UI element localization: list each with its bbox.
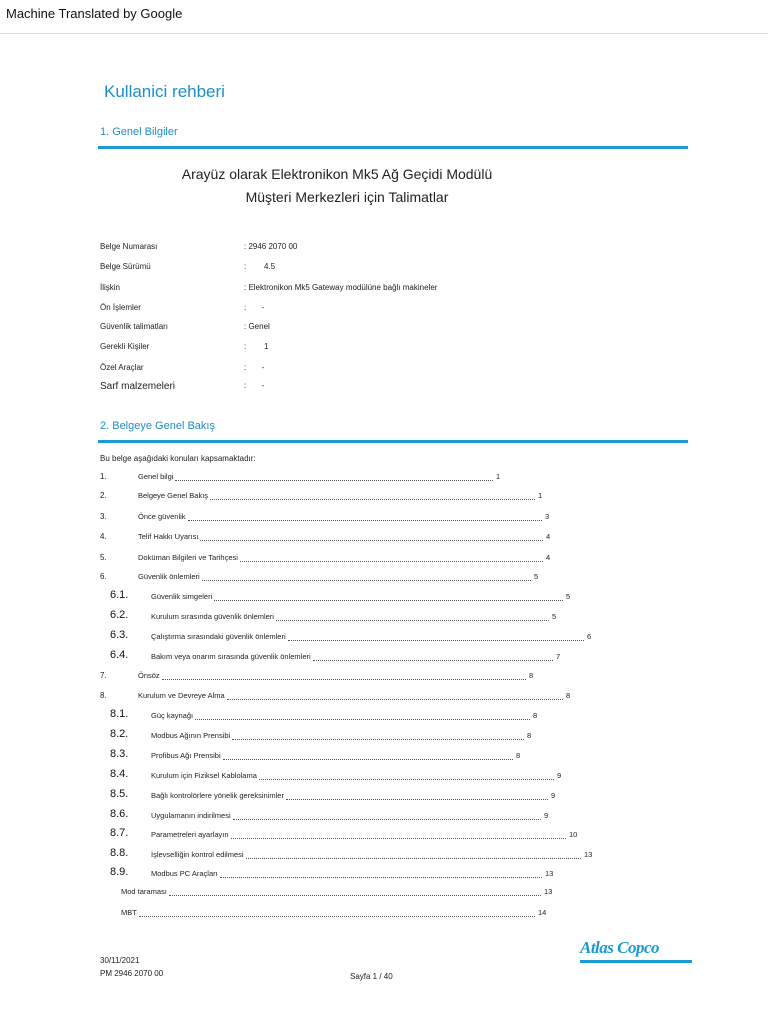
toc-page-number: 10 xyxy=(569,830,578,839)
toc-leader xyxy=(233,819,541,820)
meta-value: : Genel xyxy=(244,322,270,331)
meta-label: Belge Numarası xyxy=(100,242,158,251)
toc-page-number: 5 xyxy=(566,592,571,601)
toc-leader xyxy=(175,480,493,481)
toc-title: Kurulum ve Devreye Alma xyxy=(138,691,225,700)
meta-value: : Elektronikon Mk5 Gateway modülüne bağlı makineler xyxy=(244,283,438,292)
toc-leader xyxy=(231,838,566,839)
toc-page-number: 13 xyxy=(584,850,593,859)
toc-leader xyxy=(188,520,542,521)
section2-heading: 2. Belgeye Genel Bakış xyxy=(100,420,215,432)
toc-number: 8.3. xyxy=(110,748,129,760)
toc-number: 6.3. xyxy=(110,629,129,641)
toc-title: Bakım veya onarım sırasında güvenlik önlemleri xyxy=(151,652,311,661)
toc-leader xyxy=(214,600,563,601)
footer-document-number: PM 2946 2070 00 xyxy=(100,969,164,978)
toc-page-number: 8 xyxy=(533,711,538,720)
toc-leader xyxy=(288,640,584,641)
meta-label: Sarf malzemeleri xyxy=(100,381,176,392)
toc-leader xyxy=(195,719,530,720)
toc-page-number: 4 xyxy=(546,553,551,562)
toc-number: 7. xyxy=(100,671,107,680)
toc-page-number: 1 xyxy=(496,472,501,481)
logo-underline xyxy=(580,960,692,963)
meta-label: Belge Sürümü xyxy=(100,262,151,271)
toc-title: MBT xyxy=(121,908,137,917)
toc-title: Doküman Bilgileri ve Tarihçesi xyxy=(138,553,238,562)
toc-title: Genel bilgi xyxy=(138,472,174,481)
toc-number: 1. xyxy=(100,472,107,481)
toc-page-number: 8 xyxy=(566,691,571,700)
toc-leader xyxy=(286,799,548,800)
toc-page-number: 9 xyxy=(557,771,562,780)
toc-title: Önce güvenlik xyxy=(138,512,186,521)
toc-title: Önsöz xyxy=(138,671,160,680)
toc-number: 6.1. xyxy=(110,589,129,601)
toc-number: 8.9. xyxy=(110,866,129,878)
toc-number: 4. xyxy=(100,532,107,541)
toc-leader xyxy=(200,540,543,541)
toc-title: Parametreleri ayarlayın xyxy=(151,830,229,839)
section1-heading: 1. Genel Bilgiler xyxy=(100,126,178,138)
toc-number: 6. xyxy=(100,572,107,581)
toc-number: 2. xyxy=(100,491,107,500)
toc-page-number: 8 xyxy=(529,671,534,680)
toc-leader xyxy=(259,779,554,780)
meta-value: : - xyxy=(244,381,265,390)
toc-number: 8. xyxy=(100,691,107,700)
toc-page-number: 13 xyxy=(544,887,553,896)
toc-leader xyxy=(202,580,531,581)
toc-leader xyxy=(162,679,526,680)
toc-intro: Bu belge aşağıdaki konuları kapsamaktadır: xyxy=(100,454,256,463)
toc-number: 8.2. xyxy=(110,728,129,740)
toc-title: Güvenlik önlemleri xyxy=(138,572,200,581)
toc-title: Güç kaynağı xyxy=(151,711,194,720)
meta-label: Özel Araçlar xyxy=(100,363,144,372)
toc-number: 8.7. xyxy=(110,827,129,839)
toc-leader xyxy=(169,895,541,896)
meta-label: İlişkin xyxy=(100,283,121,292)
toc-title: Belgeye Genel Bakış xyxy=(138,491,209,500)
toc-leader xyxy=(246,858,581,859)
meta-label: Gerekli Kişiler xyxy=(100,342,150,351)
toc-page-number: 8 xyxy=(527,731,532,740)
toc-title: Profibus Ağı Prensibi xyxy=(151,751,221,760)
toc-leader xyxy=(232,739,524,740)
meta-value: : 1 xyxy=(244,342,269,351)
meta-value: : 2946 2070 00 xyxy=(244,242,298,251)
toc-leader xyxy=(139,916,535,917)
toc-title: Telif Hakkı Uyarısı xyxy=(138,532,199,541)
logo-wordmark: Atlas Copco xyxy=(580,938,660,957)
toc-leader xyxy=(240,561,543,562)
toc-leader xyxy=(313,660,553,661)
toc-number: 6.4. xyxy=(110,649,129,661)
footer-page-number: Sayfa 1 / 40 xyxy=(350,972,393,981)
subtitle-line2: Müşteri Merkezleri için Talimatlar xyxy=(245,189,449,205)
meta-label: Ön İşlemler xyxy=(100,303,141,312)
subtitle-line1: Arayüz olarak Elektronikon Mk5 Ağ Geçidi Modülü xyxy=(181,166,493,182)
toc-leader xyxy=(276,620,549,621)
toc-number: 6.2. xyxy=(110,609,129,621)
toc-leader xyxy=(210,499,535,500)
meta-value: : 4.5 xyxy=(244,262,276,271)
toc-number: 3. xyxy=(100,512,107,521)
toc-page-number: 3 xyxy=(545,512,550,521)
toc-title: Modbus Ağının Prensibi xyxy=(151,731,231,740)
meta-value: : - xyxy=(244,303,265,312)
toc-page-number: 13 xyxy=(545,869,554,878)
toc-page-number: 4 xyxy=(546,532,551,541)
toc-leader xyxy=(223,759,513,760)
toc-page-number: 9 xyxy=(551,791,556,800)
toc-page-number: 7 xyxy=(556,652,561,661)
footer-date: 30/11/2021 xyxy=(100,956,140,965)
toc-number: 8.6. xyxy=(110,808,129,820)
toc-title: Modbus PC Araçları xyxy=(151,869,218,878)
toc-page-number: 1 xyxy=(538,491,543,500)
toc-title: Güvenlik simgeleri xyxy=(151,592,213,601)
toc-page-number: 8 xyxy=(516,751,521,760)
section2-divider xyxy=(98,440,688,443)
document-title: Kullanici rehberi xyxy=(104,82,225,101)
meta-label: Güvenlik talimatları xyxy=(100,322,169,331)
toc-page-number: 6 xyxy=(587,632,592,641)
toc-number: 8.4. xyxy=(110,768,129,780)
toc-number: 8.1. xyxy=(110,708,129,720)
toc-page-number: 9 xyxy=(544,811,549,820)
toc-title: Uygulamanın indirilmesi xyxy=(151,811,231,820)
toc-leader xyxy=(220,877,542,878)
section1-divider xyxy=(98,146,688,149)
toc-page-number: 5 xyxy=(552,612,557,621)
toc-title: İşlevselliğin kontrol edilmesi xyxy=(151,850,244,859)
toc-title: Çalıştırma sırasındaki güvenlik önlemleri xyxy=(151,632,286,641)
toc-title: Kurulum sırasında güvenlik önlemleri xyxy=(151,612,274,621)
toc-page-number: 5 xyxy=(534,572,539,581)
toc-leader xyxy=(227,699,563,700)
toc-page-number: 14 xyxy=(538,908,547,917)
meta-value: : - xyxy=(244,363,265,372)
toc-number: 8.5. xyxy=(110,788,129,800)
toc-number: 8.8. xyxy=(110,847,129,859)
toc-number: 5. xyxy=(100,553,107,562)
toc-title: Kurulum için Fiziksel Kablolama xyxy=(151,771,257,780)
atlas-copco-logo xyxy=(580,938,692,963)
toc-title: Bağlı kontrolörlere yönelik gereksinimler xyxy=(151,791,284,800)
machine-translated-label: Machine Translated by Google xyxy=(6,6,183,21)
toc-title: Mod taraması xyxy=(121,887,167,896)
